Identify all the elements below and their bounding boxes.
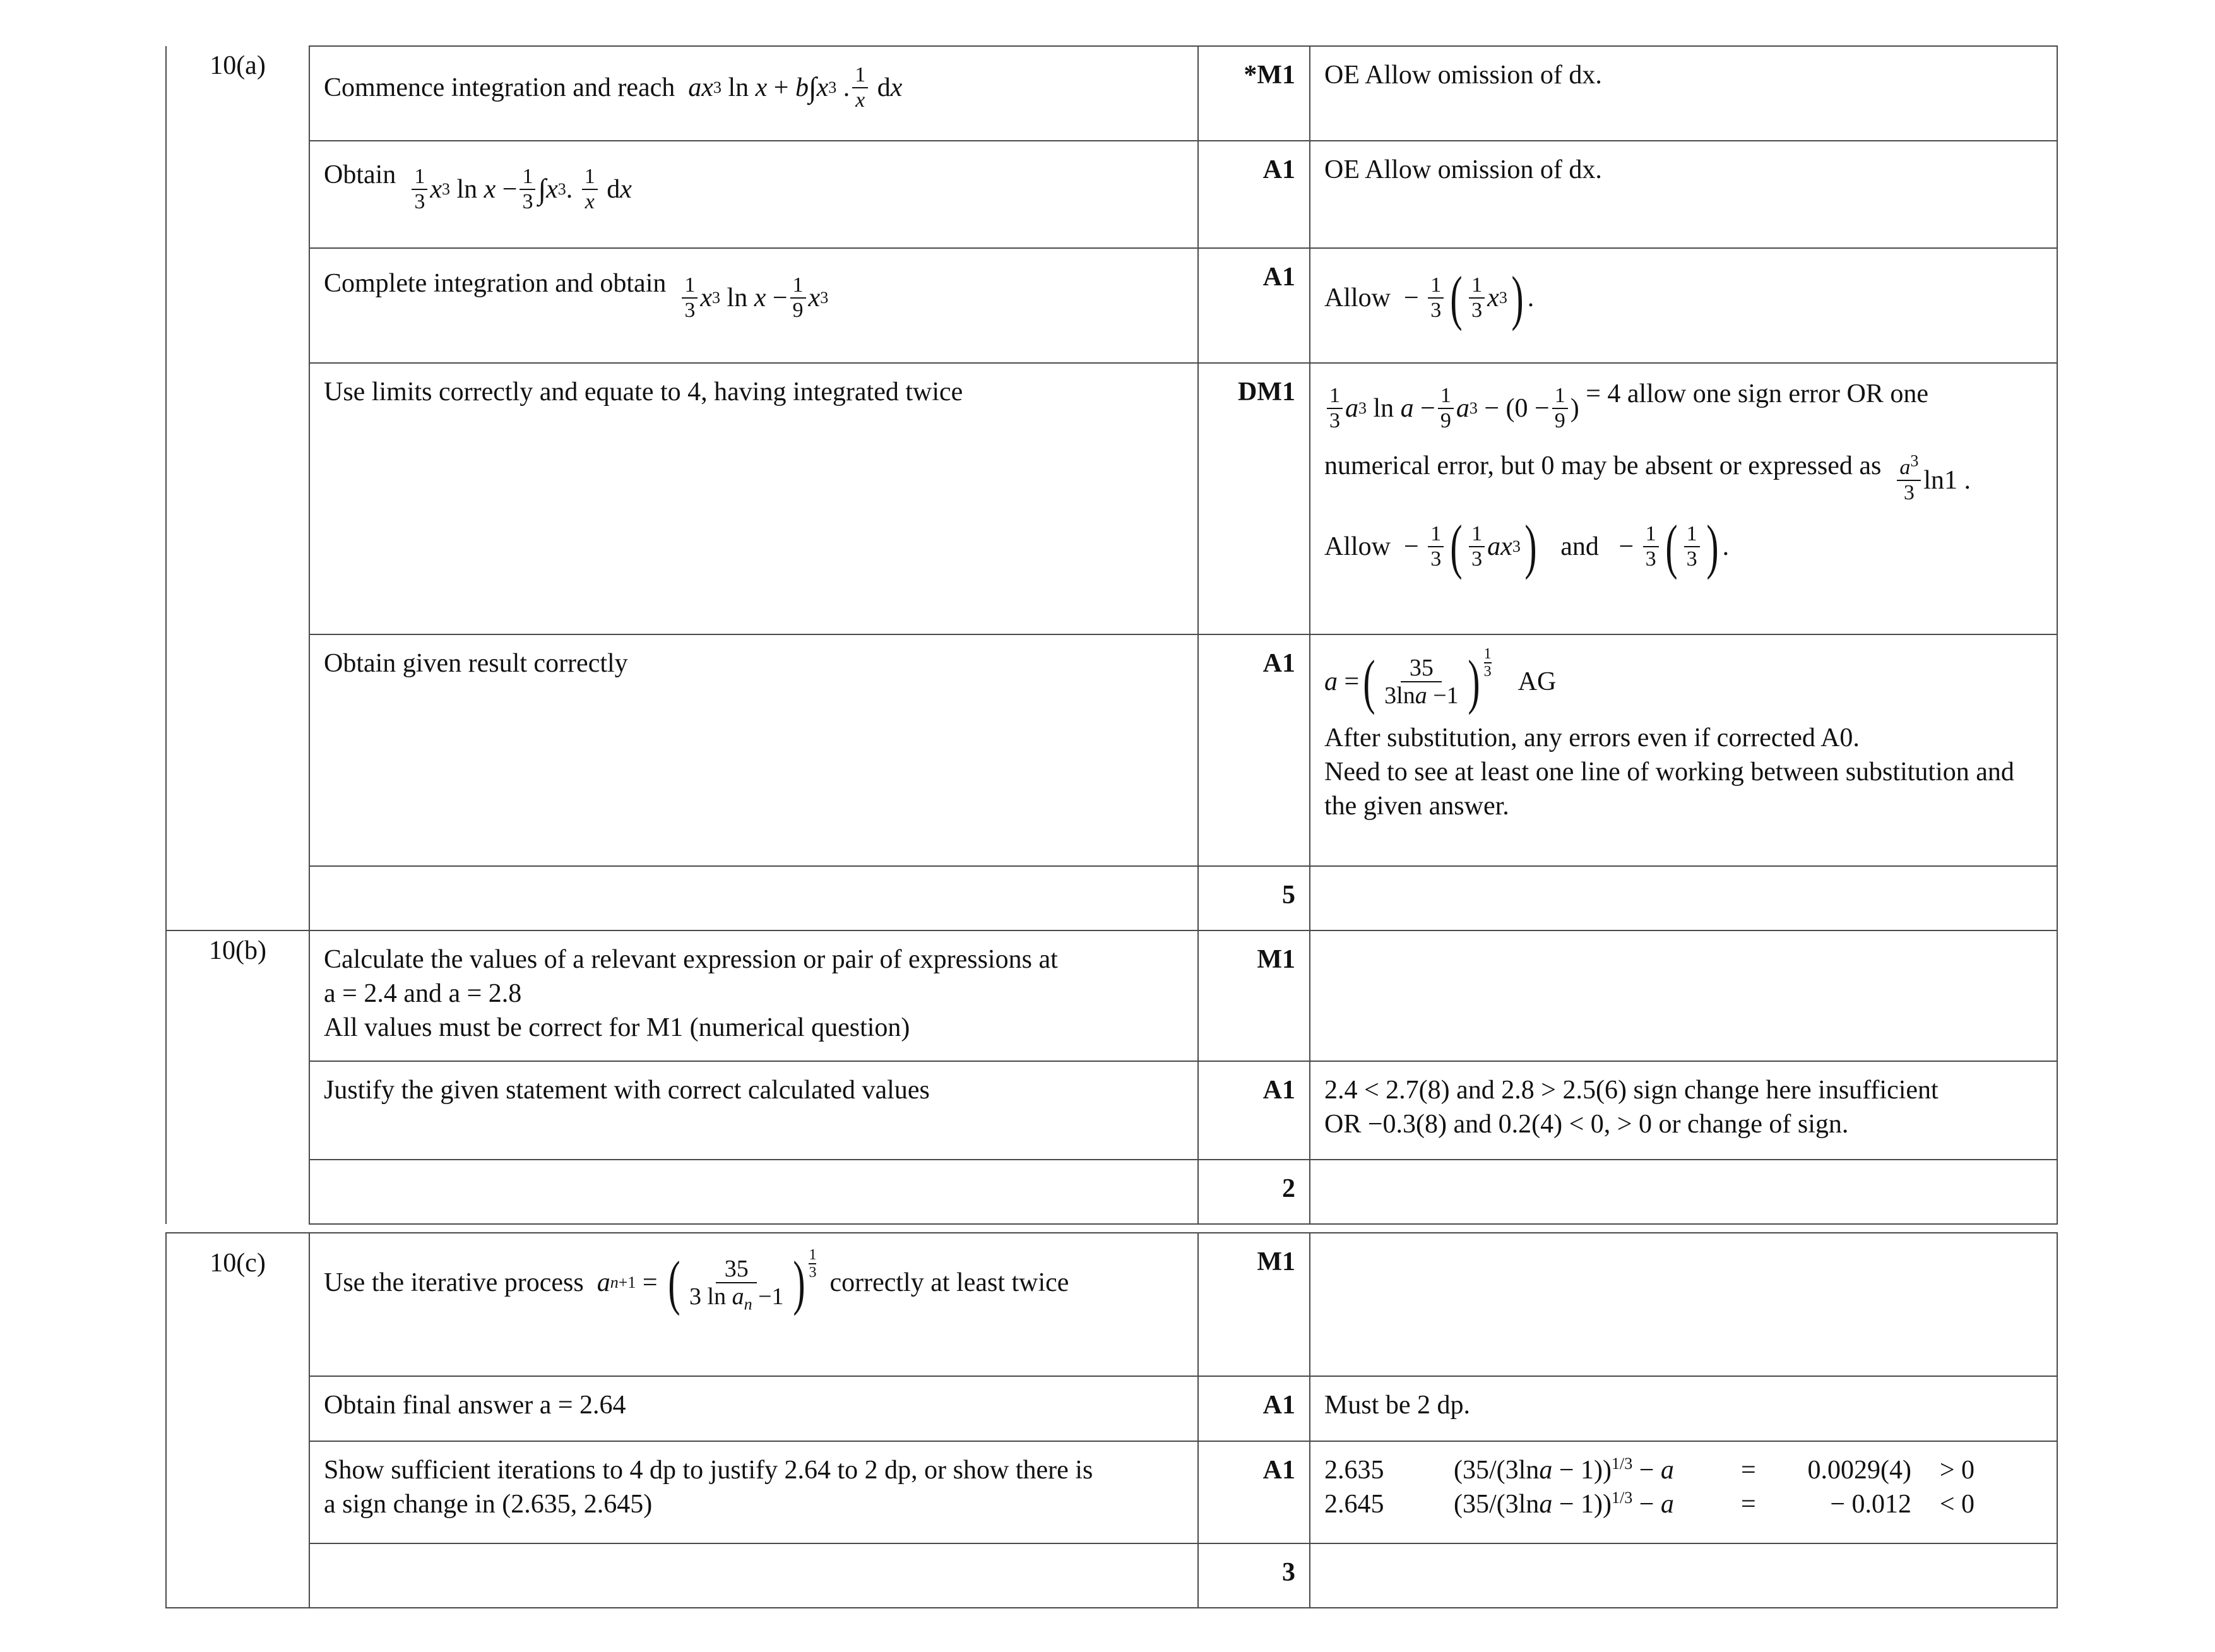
mark-cell: A1 [1198, 141, 1310, 248]
mark-scheme-table-c [165, 1232, 2058, 1608]
answer-cell: Show sufficient iterations to 4 dp to justify 2.64 to 2 dp, or show there is a sign change in (2.635, 2.645) [309, 1441, 1198, 1543]
answer-cell: Use the iterative process a n+1 = ( $\frac{35}{3 \ln a_n -1}$ ) 1 3 correctly at least twice [309, 1233, 1198, 1376]
answer-cell: Complete integration and obtain $\frac{1}{3}$ x 3 ln x − $\frac{1}{9}$ x 3 [309, 248, 1198, 363]
guidance-line: $\frac{1}{3}$ a 3 ln a − $\frac{1}{9}$ a 3 − (0 − $\frac{1}{9}$ ) = 4 allow one sign error OR one [1324, 375, 2043, 433]
math-expression: $\frac{1}{3}$ x 3 ln x − $\frac{1}{9}$ x 3 [679, 273, 828, 323]
answer-cell: Obtain $\frac{1}{3}$ x 3 ln x − $\frac{1}{3}$ ∫ x 3 . $\frac{1}{x}$ d x [309, 141, 1198, 248]
guidance-cell: Must be 2 dp. [1310, 1376, 2057, 1441]
mark-cell: A1 [1198, 248, 1310, 363]
guidance-cell: Allow − $\frac{1}{3}$ ( $\frac{1}{3}$ x 3 ) . [1310, 248, 2057, 363]
guidance-cell [1310, 1441, 2057, 1543]
math-expression: ax 3 ln x + b ∫ x 3 . $\frac{1}{x}$ d x [688, 63, 903, 112]
mark-cell: M1 [1198, 1233, 1310, 1376]
mark-cell: A1 [1198, 634, 1310, 866]
answer-cell [309, 866, 1198, 930]
answer-cell: Obtain given result correctly [309, 634, 1198, 866]
guidance-cell [1310, 363, 2057, 634]
total-marks: 5 [1198, 866, 1310, 930]
guidance-cell [1310, 1233, 2057, 1376]
mark-cell: A1 [1198, 1376, 1310, 1441]
guidance-cell: OE Allow omission of dx. [1310, 46, 2057, 141]
math-expression: − $\frac{1}{3}$ ( $\frac{1}{3}$ x 3 ) . [1404, 264, 1535, 331]
mark-cell: *M1 [1198, 46, 1310, 141]
mark-cell: A1 [1198, 1441, 1310, 1543]
answer-cell [309, 1160, 1198, 1224]
answer-cell: Calculate the values of a relevant expression or pair of expressions at a = 2.4 and a = 2.8 All values must be correct for M1 (numerical question) [309, 930, 1198, 1061]
math-expression: $\frac{1}{3}$ x 3 ln x − $\frac{1}{3}$ ∫ x 3 . $\frac{1}{x}$ d x [409, 165, 632, 214]
guidance-formula: a = ( $\frac{35}{3\ln a -1}$ ) 1 3 AG [1324, 646, 1557, 715]
guidance-line: After substitution, any errors even if corrected A0. [1324, 723, 1860, 752]
guidance-line: Need to see at least one line of working between substitution and the given answer. [1324, 758, 2014, 821]
question-label-10b: 10(b) [166, 930, 309, 1224]
guidance-cell: OE Allow omission of dx. [1310, 141, 2057, 248]
answer-cell [309, 1543, 1198, 1608]
total-marks: 3 [1198, 1543, 1310, 1608]
mark-cell: M1 [1198, 930, 1310, 1061]
answer-cell: Commence integration and reach ax 3 ln x + b ∫ x 3 . $\frac{1}{x}$ d x [309, 46, 1198, 141]
iteration-check-row: 2.645 $(35/(3\ln a - 1))^{1/3} - a$ = − 0.012 < 0 [1324, 1489, 1974, 1519]
guidance-line: Allow − $\frac{1}{3}$ ( $\frac{1}{3}$ ax 3 ) and − $\frac{1}{3}$ ( $\frac{1}{3}$ ) . [1324, 513, 1730, 580]
guidance-cell [1310, 930, 2057, 1061]
mark-cell: A1 [1198, 1061, 1310, 1160]
total-marks: 2 [1198, 1160, 1310, 1224]
math-expression: a n+1 = ( $\frac{35}{3 \ln a_n -1}$ ) 1 3 [597, 1247, 817, 1316]
guidance-cell [1310, 634, 2057, 866]
guidance-cell: 2.4 < 2.7(8) and 2.8 > 2.5(6) sign change here insufficient OR −0.3(8) and 0.2(4) < 0, > 0 or change of sign. [1310, 1061, 2057, 1160]
mark-scheme-table-a-b [165, 45, 2058, 1225]
guidance-cell [1310, 866, 2057, 930]
answer-cell: Use limits correctly and equate to 4, having integrated twice [309, 363, 1198, 634]
mark-cell: DM1 [1198, 363, 1310, 634]
iteration-check-row: 2.635 $(35/(3\ln a - 1))^{1/3} - a$ = 0.0029(4) > 0 [1324, 1454, 1974, 1485]
question-label-10c: 10(c) [166, 1233, 309, 1608]
guidance-cell [1310, 1543, 2057, 1608]
answer-cell: Obtain final answer a = 2.64 [309, 1376, 1198, 1441]
guidance-cell [1310, 1160, 2057, 1224]
guidance-line: numerical error, but 0 may be absent or expressed as $\frac{a^3}{3}$ ln1 . [1324, 451, 1971, 504]
answer-cell: Justify the given statement with correct calculated values [309, 1061, 1198, 1160]
question-label-10a: 10(a) [166, 46, 309, 930]
